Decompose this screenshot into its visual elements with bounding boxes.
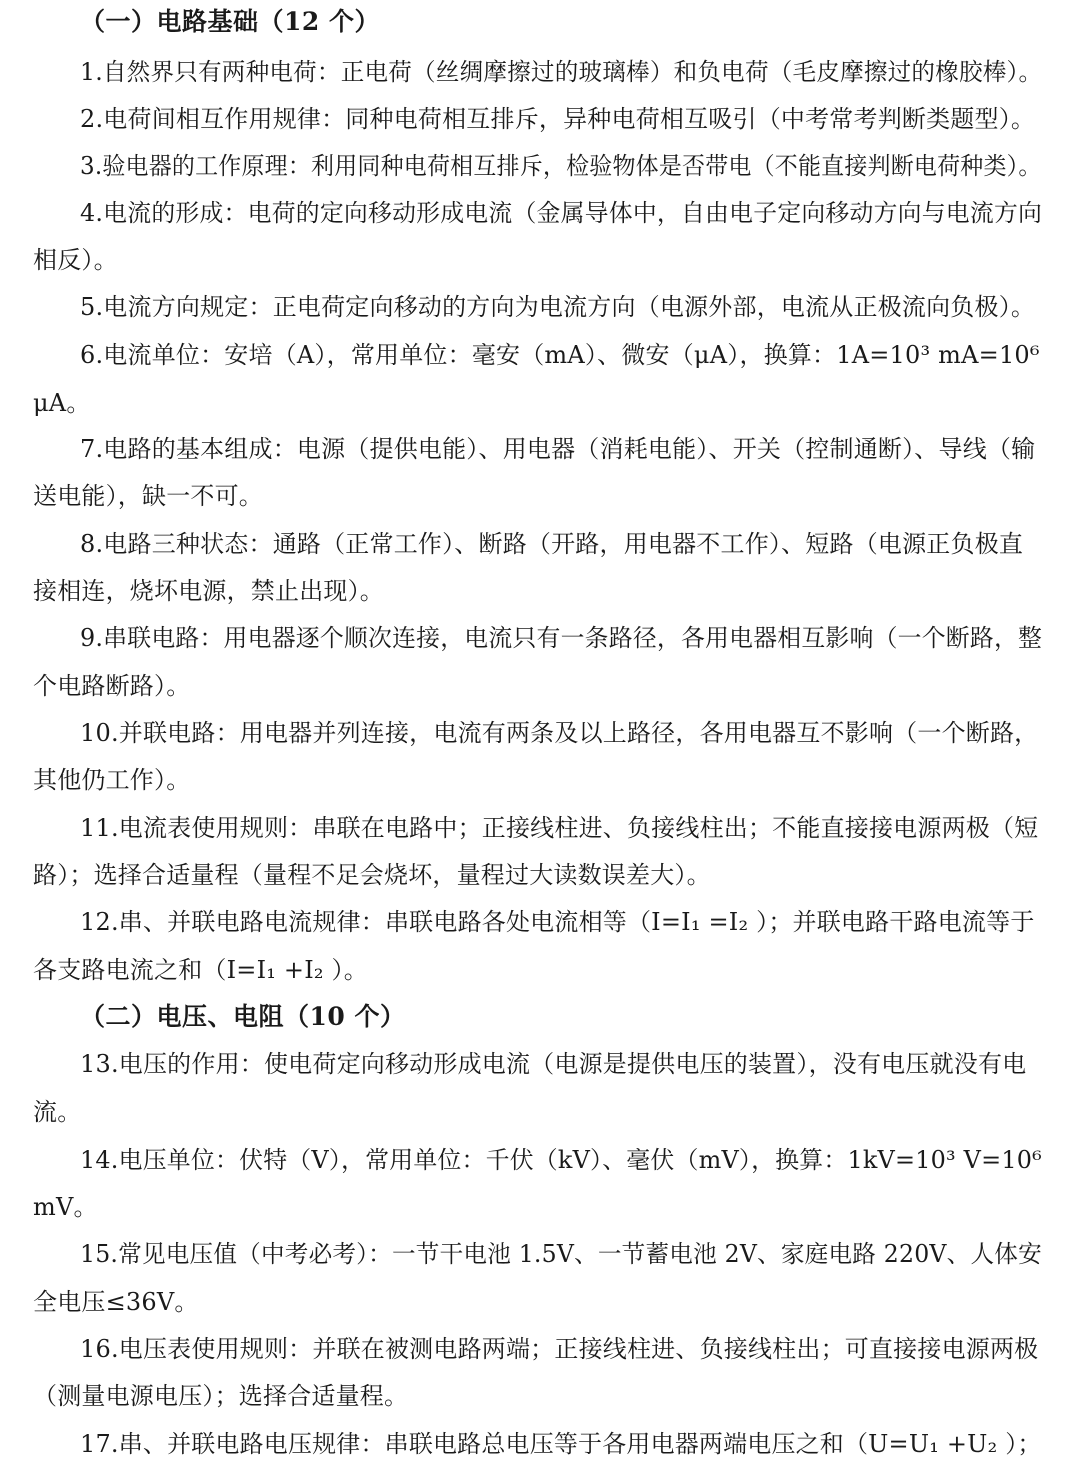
item-1-line-1: 1.自然界只有两种电荷：正电荷（丝绸摩擦过的玻璃棒）和负电荷（毛皮摩擦过的橡胶棒）。 [80, 58, 1043, 86]
item-8-line-1: 8.电路三种状态：通路（正常工作）、断路（开路，用电器不工作）、短路（电源正负极直 [80, 530, 1024, 558]
item-6-line-2: μA。 [33, 389, 91, 417]
item-5-line-1: 5.电流方向规定：正电荷定向移动的方向为电流方向（电源外部，电流从正极流向负极）。 [80, 293, 1036, 321]
item-13-line-2: 流。 [33, 1098, 82, 1126]
item-15-line-2: 全电压≤36V。 [33, 1288, 199, 1316]
item-6-line-1: 6.电流单位：安培（A），常用单位：毫安（mA）、微安（μA），换算：1A=10³ mA=10⁶ [80, 341, 1040, 369]
item-12-line-2: 各支路电流之和（I=I₁ +I₂ ）。 [33, 956, 368, 984]
item-7-line-1: 7.电路的基本组成：电源（提供电能）、用电器（消耗电能）、开关（控制通断）、导线（输 [80, 435, 1036, 463]
item-10-line-1: 10.并联电路：用电器并列连接，电流有两条及以上路径，各用电器互不影响（一个断路， [80, 719, 1039, 747]
item-11-line-2: 路）；选择合适量程（量程不足会烧坏，量程过大读数误差大）。 [33, 861, 711, 889]
item-4-line-2: 相反）。 [33, 246, 118, 274]
item-8-line-2: 接相连，烧坏电源，禁止出现）。 [33, 577, 384, 605]
item-3-line-1: 3.验电器的工作原理：利用同种电荷相互排斥，检验物体是否带电（不能直接判断电荷种类）。 [80, 152, 1042, 180]
item-10-line-2: 其他仍工作）。 [33, 766, 191, 794]
item-17-line-1: 17.串、并联电路电压规律：串联电路总电压等于各用电器两端电压之和（U=U₁ +U₂ ）； [80, 1430, 1042, 1458]
item-16-line-2: （测量电源电压）；选择合适量程。 [33, 1382, 409, 1410]
item-7-line-2: 送电能），缺一不可。 [33, 482, 263, 510]
item-16-line-1: 16.电压表使用规则：并联在被测电路两端；正接线柱进、负接线柱出；可直接接电源两极 [80, 1335, 1039, 1363]
item-12-line-1: 12.串、并联电路电流规律：串联电路各处电流相等（I=I₁ =I₂ ）；并联电路干路电流等于 [80, 908, 1035, 936]
item-2-line-1: 2.电荷间相互作用规律：同种电荷相互排斥，异种电荷相互吸引（中考常考判断类题型）。 [80, 105, 1036, 133]
item-14-line-2: mV。 [33, 1193, 98, 1221]
item-4-line-1: 4.电流的形成：电荷的定向移动形成电流（金属导体中，自由电子定向移动方向与电流方向 [80, 199, 1043, 227]
item-9-line-1: 9.串联电路：用电器逐个顺次连接，电流只有一条路径，各用电器相互影响（一个断路，整 [80, 624, 1043, 652]
item-9-line-2: 个电路断路）。 [33, 672, 191, 700]
item-13-line-1: 13.电压的作用：使电荷定向移动形成电流（电源是提供电压的装置），没有电压就没有电 [80, 1050, 1027, 1078]
item-14-line-1: 14.电压单位：伏特（V），常用单位：千伏（kV）、毫伏（mV），换算：1kV=10³ V=10⁶ [80, 1146, 1042, 1174]
item-11-line-1: 11.电流表使用规则：串联在电路中；正接线柱进、负接线柱出；不能直接接电源两极（短 [80, 814, 1039, 842]
section-heading-circuit-basics: （一）电路基础（12 个） [80, 7, 380, 36]
item-15-line-1: 15.常见电压值（中考必考）：一节干电池 1.5V、一节蓄电池 2V、家庭电路 220V、人体安 [80, 1240, 1042, 1268]
section-heading-voltage-resistance: （二）电压、电阻（10 个） [80, 1002, 406, 1031]
